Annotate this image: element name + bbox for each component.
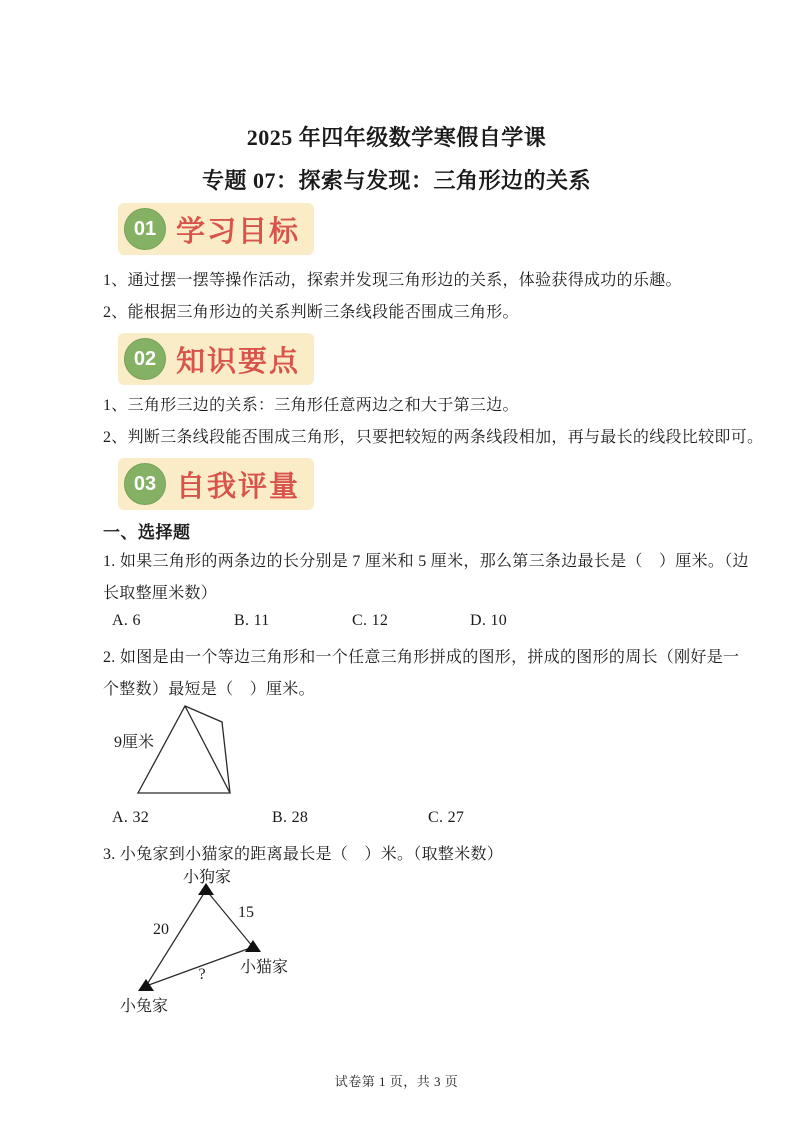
question-1-line-1: 1. 如果三角形的两条边的长分别是 7 厘米和 5 厘米，那么第三条边最长是（ ）厘米。（边 (103, 553, 749, 570)
section-badge-learning-goals (118, 203, 314, 255)
badge-number-02: 02 (124, 338, 166, 380)
q3-edge-question-label: ? (198, 966, 206, 983)
badge-label-key-points: 知识要点 (176, 345, 301, 378)
q1-option-b: B. 11 (234, 612, 270, 629)
q3-rabbit-house-label: 小兔家 (119, 998, 169, 1015)
rabbit-house-marker-icon (138, 979, 154, 991)
badge-number-01: 01 (124, 208, 166, 250)
badge-label-self-assessment: 自我评量 (176, 470, 301, 503)
question-1-line-2: 长取整厘米数） (103, 585, 218, 602)
q3-cat-house-label: 小猫家 (239, 959, 289, 976)
q1-option-d: D. 10 (470, 612, 508, 629)
q2-option-a: A. 32 (112, 809, 150, 826)
badge-label-learning-goals: 学习目标 (176, 215, 301, 248)
objective-line-1: 1、通过摆一摆等操作活动，探索并发现三角形边的关系，体验获得成功的乐趣。 (103, 272, 682, 289)
q3-edge-15-label: 15 (238, 904, 254, 921)
page-subtitle: 专题 07：探索与发现：三角形边的关系 (201, 168, 591, 193)
badge-number-03: 03 (124, 463, 166, 505)
key-point-line-1: 1、三角形三边的关系：三角形任意两边之和大于第三边。 (103, 397, 519, 414)
page-footer: 试卷第 1 页，共 3 页 (334, 1074, 459, 1089)
q1-option-c: C. 12 (352, 612, 389, 629)
question-2-line-1: 2. 如图是由一个等边三角形和一个任意三角形拼成的图形，拼成的图形的周长（刚好是一 (103, 649, 740, 666)
cat-house-marker-icon (245, 940, 261, 952)
q3-edge-20-label: 20 (153, 921, 169, 938)
section-badge-self-assessment (118, 458, 314, 510)
question-3-line-1: 3. 小兔家到小猫家的距离最长是（ ）米。（取整米数） (103, 846, 504, 863)
q3-dog-house-label: 小狗家 (182, 869, 232, 886)
objective-line-2: 2、能根据三角形边的关系判断三条线段能否围成三角形。 (103, 304, 519, 321)
q2-side-length-label: 9厘米 (114, 734, 155, 751)
question-2-line-2: 个整数）最短是（ ）厘米。 (103, 681, 315, 698)
q2-option-b: B. 28 (272, 809, 309, 826)
choice-section-heading: 一、选择题 (103, 523, 191, 542)
q2-option-c: C. 27 (428, 809, 465, 826)
key-point-line-2: 2、判断三条线段能否围成三角形，只要把较短的两条线段相加，再与最长的线段比较即可。 (103, 429, 764, 446)
section-badge-key-points (118, 333, 314, 385)
page-title: 2025 年四年级数学寒假自学课 (246, 125, 547, 150)
q1-option-a: A. 6 (112, 612, 141, 629)
